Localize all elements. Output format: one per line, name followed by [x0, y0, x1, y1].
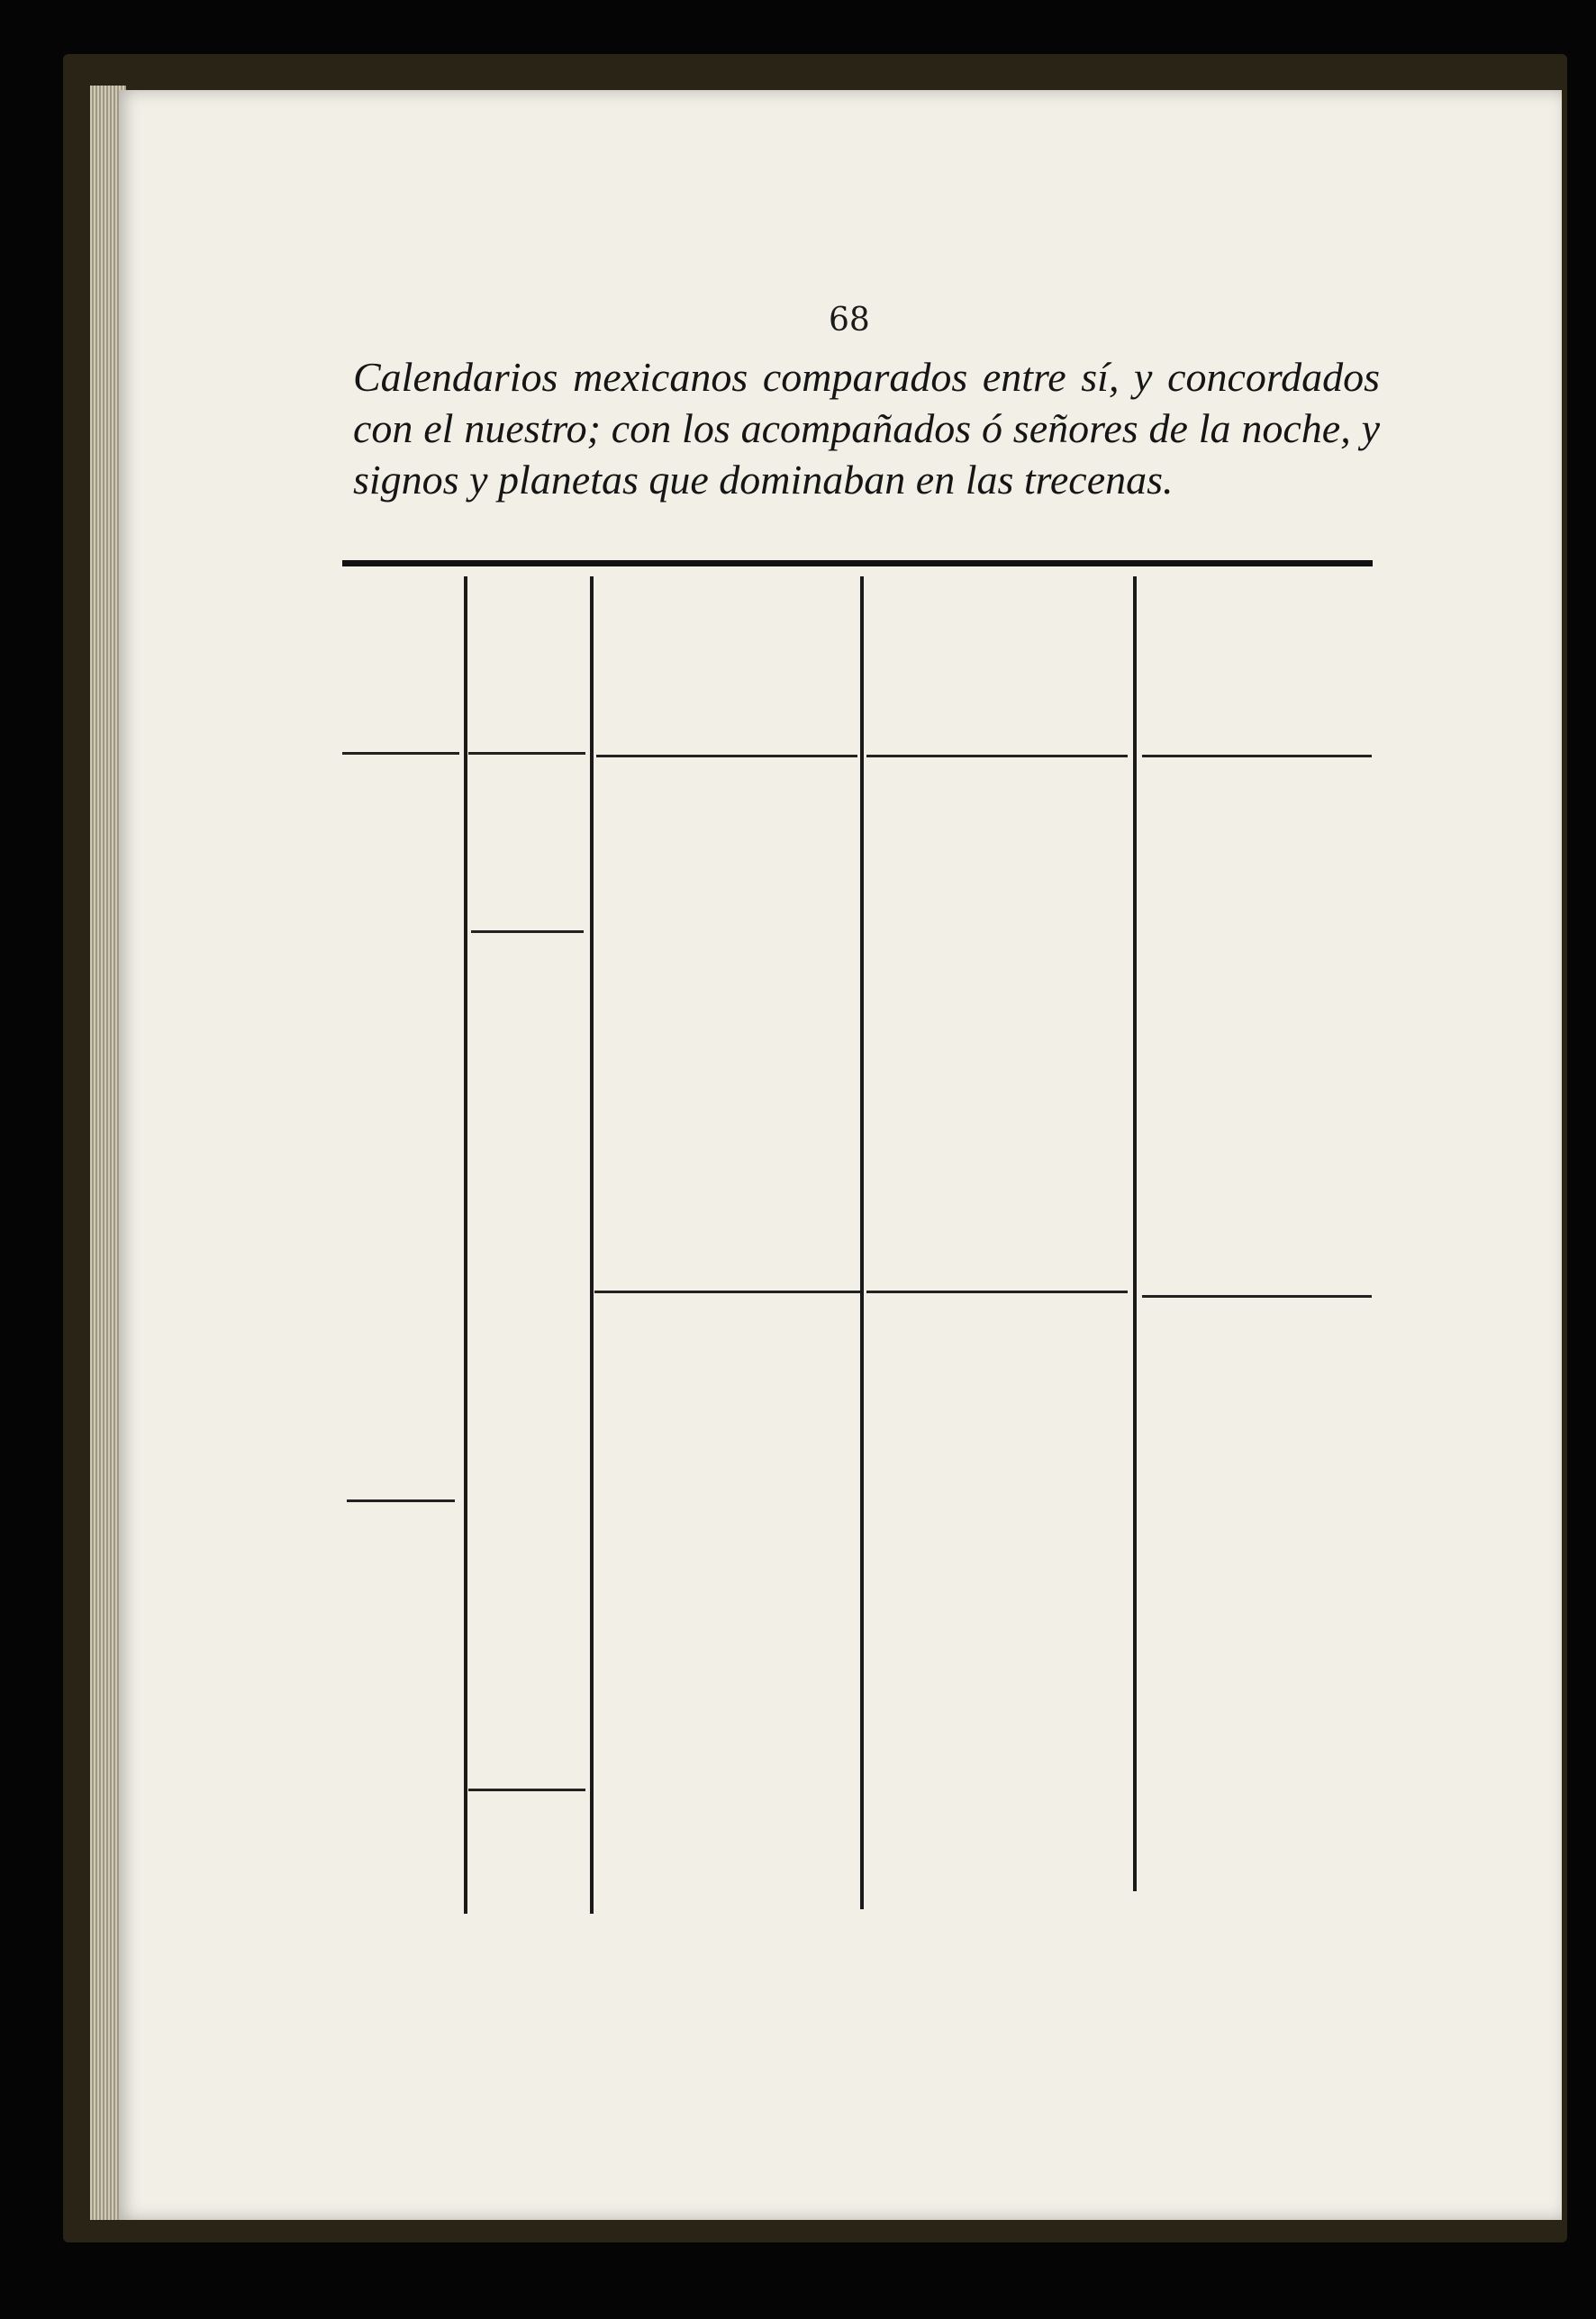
- block-divider: [1142, 1295, 1372, 1298]
- block-divider: [594, 1291, 860, 1293]
- header-underline: [866, 755, 1128, 757]
- page-title: Calendarios mexicanos comparados entre sí, y concordados con el nuestro; con los acompañados ó señores de la noche, y signos y planetas que dominaban en las trecenas.: [353, 354, 1380, 503]
- month-rule: [347, 1499, 455, 1502]
- column-divider: [590, 576, 594, 1914]
- column-divider: [860, 576, 864, 1909]
- header-rule: [342, 560, 1373, 566]
- header-underline: [468, 752, 585, 755]
- page-number: 68: [829, 302, 870, 339]
- column-divider: [464, 576, 467, 1914]
- month-rule: [468, 1789, 585, 1791]
- header-underline: [342, 752, 459, 755]
- header-underline: [596, 755, 857, 757]
- header-underline: [1142, 755, 1372, 757]
- block-divider: [866, 1291, 1128, 1293]
- month-rule: [471, 930, 584, 933]
- column-divider: [1133, 576, 1137, 1891]
